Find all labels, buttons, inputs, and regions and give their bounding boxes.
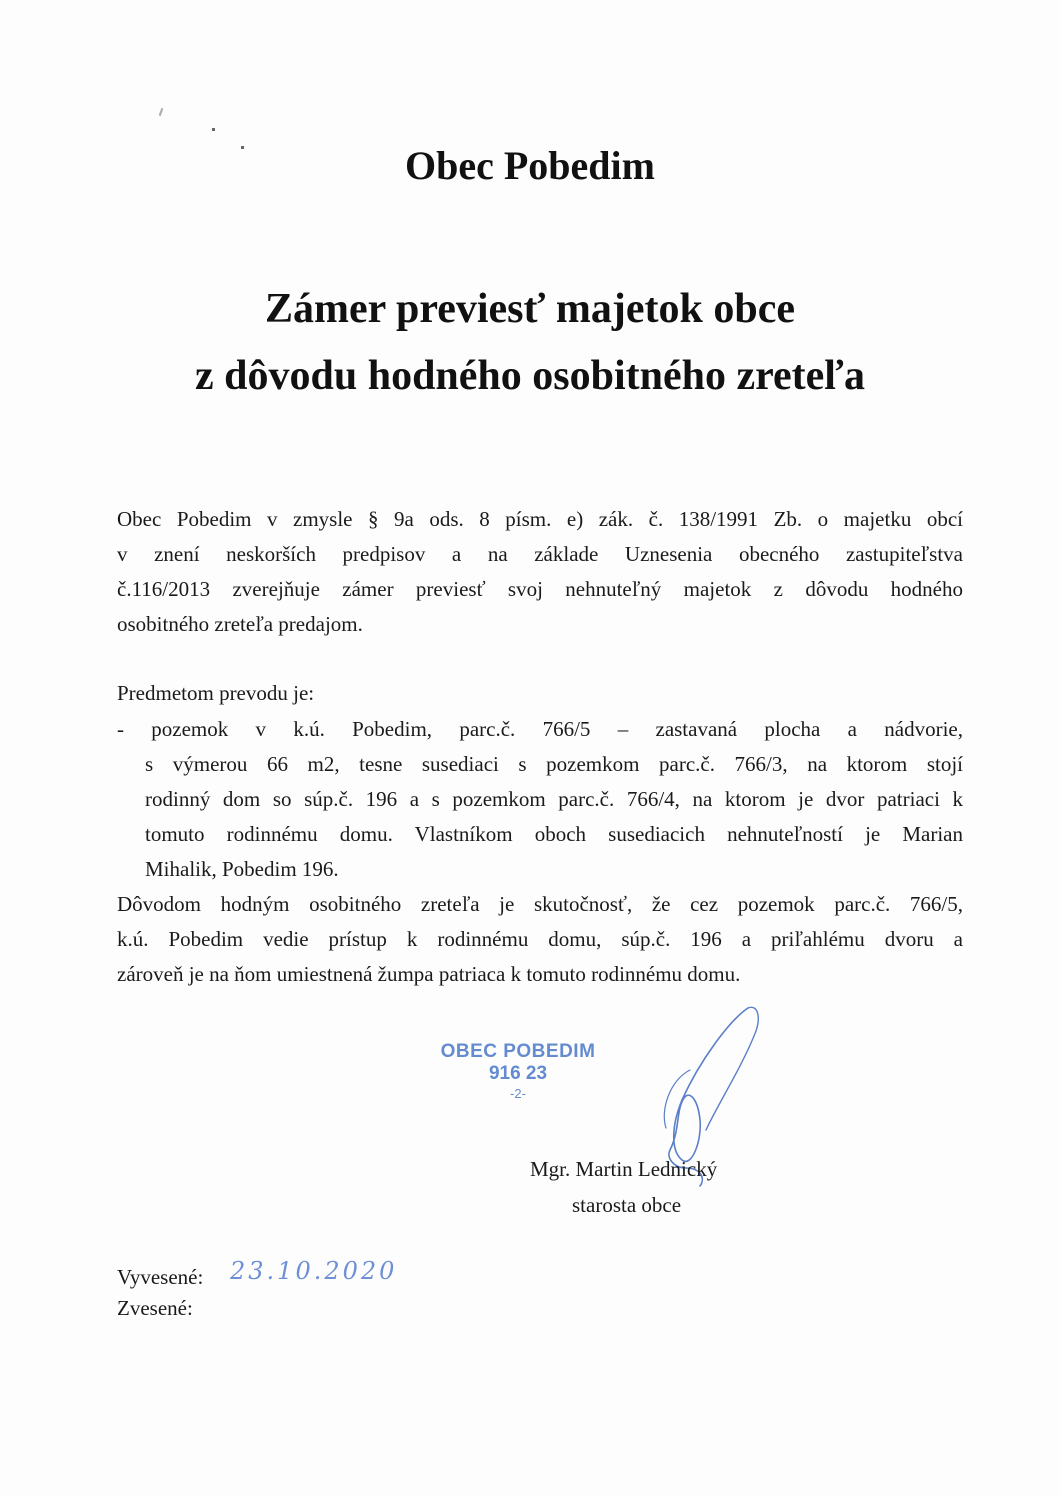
stamp-number: -2-: [510, 1086, 526, 1101]
subject-heading: Predmetom prevodu je:: [117, 681, 315, 705]
municipality-heading: Obec Pobedim: [405, 143, 655, 188]
scan-speck: [212, 128, 215, 131]
subject-item-line: - pozemok v k.ú. Pobedim, parc.č. 766/5 – zastavaná plocha a nádvorie,: [117, 717, 963, 741]
reason-line: k.ú. Pobedim vedie prístup k rodinnému domu, súp.č. 196 a priľahlému dvoru a: [117, 927, 963, 951]
reason-line: Dôvodom hodným osobitného zreteľa je skutočnosť, že cez pozemok parc.č. 766/5,: [117, 892, 963, 916]
signer-role: starosta obce: [572, 1193, 682, 1217]
intro-line: v znení neskorších predpisov a na základe Uznesenia obecného zastupiteľstva: [117, 542, 963, 566]
stamp-name: OBEC POBEDIM: [440, 1041, 596, 1062]
handwritten-posted-date: [228, 1251, 398, 1291]
subject-item-line: s výmerou 66 m2, tesne susediaci s pozemkom parc.č. 766/3, na ktorom stojí: [145, 752, 963, 776]
document-title-line-1: Zámer previesť majetok obce: [264, 286, 796, 332]
posted-label: Vyvesené:: [117, 1265, 204, 1289]
document-title-line-2: z dôvodu hodného osobitného zreteľa: [195, 353, 865, 399]
reason-line: zároveň je na ňom umiestnená žumpa patriaca k tomuto rodinnému domu.: [117, 962, 741, 986]
official-stamp: [418, 1041, 618, 1103]
intro-line: č.116/2013 zverejňuje zámer previesť svoj nehnuteľný majetok z dôvodu hodného: [117, 577, 963, 601]
subject-item-line: tomuto rodinnému domu. Vlastníkom oboch susediacich nehnuteľností je Marian: [145, 822, 963, 846]
stamp-postal-code: 916 23: [488, 1063, 548, 1084]
intro-line: Obec Pobedim v zmysle § 9a ods. 8 písm. e) zák. č. 138/1991 Zb. o majetku obcí: [117, 507, 963, 531]
reason-paragraph: [117, 887, 963, 992]
intro-line: osobitného zreteľa predajom.: [117, 612, 363, 636]
scan-speck: [159, 108, 164, 116]
posted-date-text: 23.10.2020: [230, 1257, 398, 1285]
removed-label: Zvesené:: [117, 1296, 193, 1320]
subject-item: [117, 712, 963, 887]
subject-item-line: Mihalik, Pobedim 196.: [145, 857, 339, 881]
signer-name: Mgr. Martin Lednický: [530, 1157, 718, 1181]
intro-paragraph: [117, 502, 963, 642]
subject-item-line: rodinný dom so súp.č. 196 a s pozemkom parc.č. 766/4, na ktorom je dvor patriaci k: [145, 787, 963, 811]
